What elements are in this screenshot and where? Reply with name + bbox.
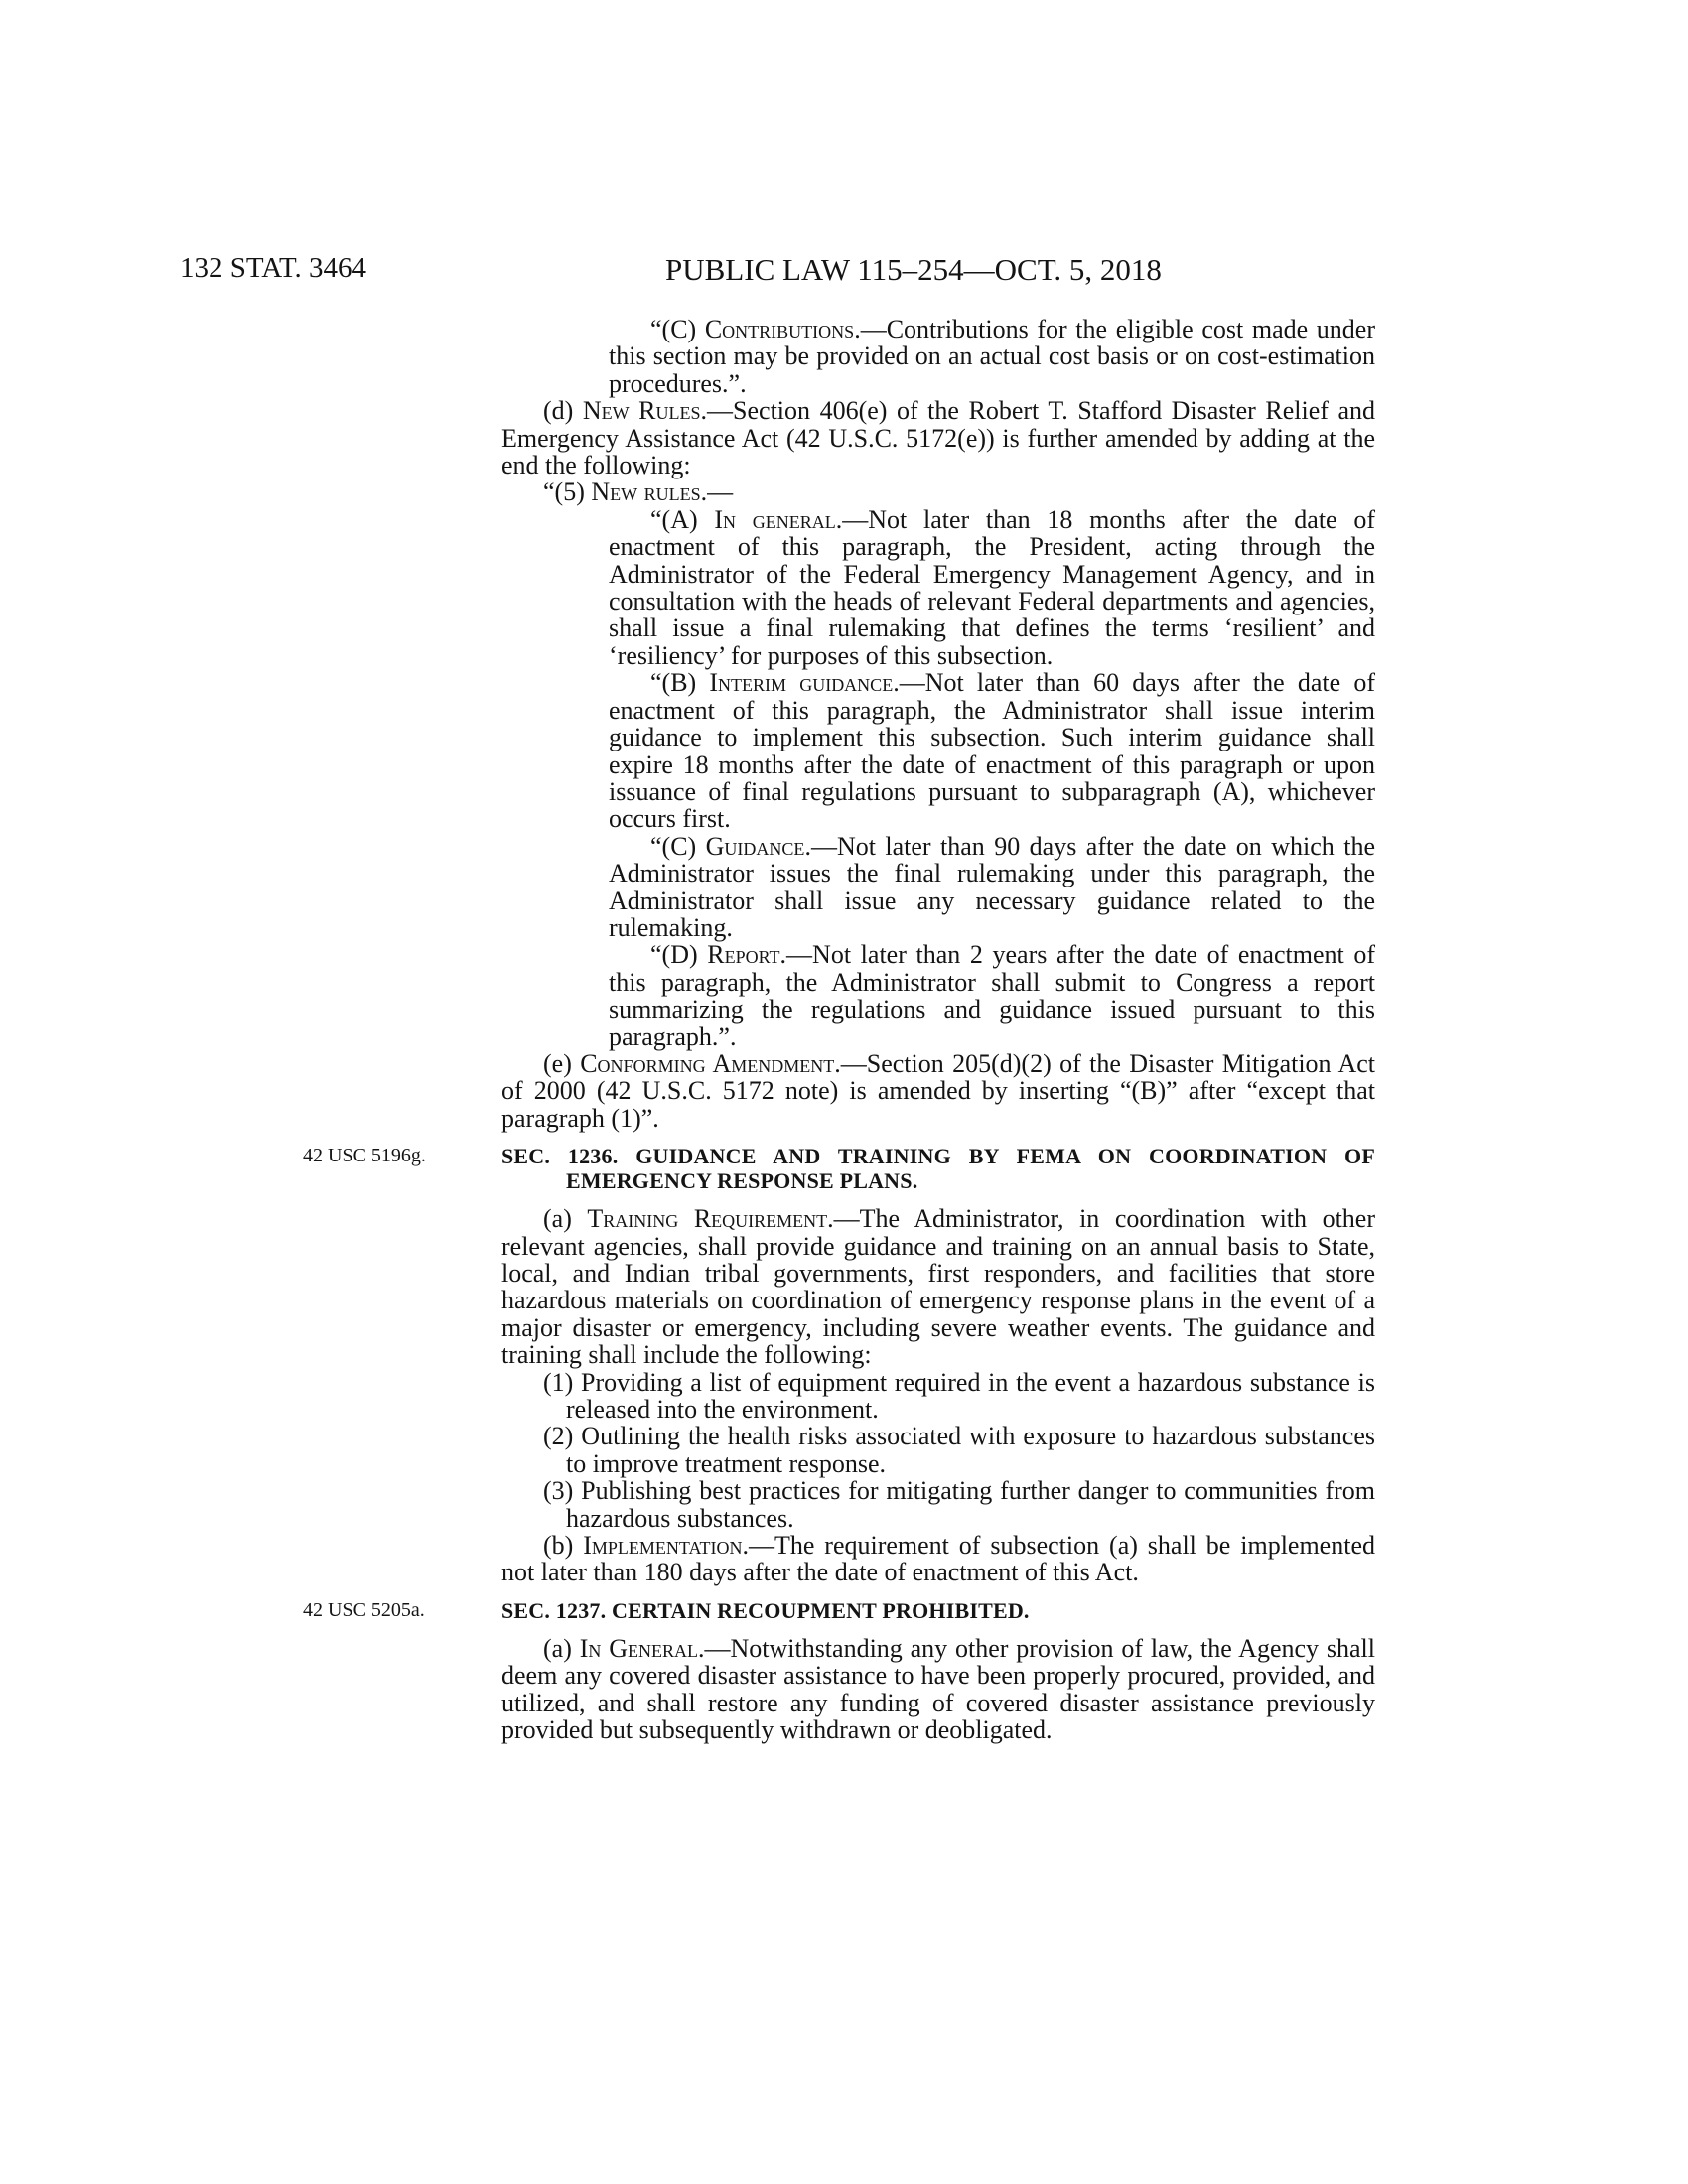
section-1237-heading: 42 USC 5205a. SEC. 1237. CERTAIN RECOUPMENT PROHIBITED. <box>303 1597 1030 1623</box>
paragraph-b-implementation: (b) Implementation.—The requirement of subsection (a) shall be implemented not later than 180 days after the date of enactment of this Act. <box>501 1531 1375 1587</box>
paragraph-d-new-rules: (d) New Rules.—Section 406(e) of the Robert T. Stafford Disaster Relief and Emergency Assistance Act (42 U.S.C. 5172(e)) is further amended by adding at the end the following: <box>501 396 1375 480</box>
list-item-1: (1) Providing a list of equipment required in the event a hazardous substance is released into the environment. <box>543 1367 1375 1425</box>
margin-citation: 42 USC 5196g. <box>303 1145 426 1167</box>
subparagraph-b-interim-guidance: “(B) Interim guidance.—Not later than 60 days after the date of enactment of this paragraph, the Administrator shall issue interim guidance to implement this subsection. Such interim guidance shall expire 18 months after the date of enactment of this paragraph or upon issuance of final regulations pursuant to subparagraph (A), whichever occurs first. <box>609 668 1375 834</box>
section-1236-heading: 42 USC 5196g. SEC. 1236. GUIDANCE AND TRAINING BY FEMA ON COORDINATION OF EMERGENCY RESPONSE PLANS. <box>303 1144 1375 1194</box>
paragraph-a-training-requirement: (a) Training Requirement.—The Administrator, in coordination with other relevant agencies, shall provide guidance and training on an annual basis to State, local, and Indian tribal governments, first responders, and facilities that store hazardous materials on coordination of emergency response plans in the event of a major disaster or emergency, including severe weather events. The guidance and training shall include the following: <box>501 1204 1375 1370</box>
list-item-3: (3) Publishing best practices for mitigating further danger to communities from hazardous substances. <box>543 1476 1375 1533</box>
subparagraph-d-report: “(D) Report.—Not later than 2 years after the date of enactment of this paragraph, the Administrator shall submit to Congress a report summarizing the regulations and guidance issued pursuant to this paragraph.”. <box>609 940 1375 1051</box>
subparagraph-a-in-general: “(A) In general.—Not later than 18 months after the date of enactment of this paragraph, the President, acting through the Administrator of the Federal Emergency Management Agency, and in consultation with the heads of relevant Federal departments and agencies, shall issue a final rulemaking that defines the terms ‘resilient’ and ‘resiliency’ for purposes of this subsection. <box>609 504 1375 670</box>
page-header <box>0 252 1688 292</box>
document-body <box>303 315 1376 1745</box>
paragraph-c-contributions: “(C) Contributions.—Contributions for the eligible cost made under this section may be provided on an actual cost basis or on cost-estimation procedures.”. <box>609 315 1375 398</box>
paragraph-a-in-general-recoupment: (a) In General.—Notwithstanding any other provision of law, the Agency shall deem any covered disaster assistance to have been properly procured, provided, and utilized, and shall restore any funding of covered disaster assistance previously provided but subsequently withdrawn or deobligated. <box>501 1633 1375 1745</box>
paragraph-5-new-rules: “(5) New rules.— <box>543 478 734 507</box>
statute-page-number: 132 STAT. 3464 <box>180 252 367 284</box>
paragraph-e-conforming-amendment: (e) Conforming Amendment.—Section 205(d)(2) of the Disaster Mitigation Act of 2000 (42 U.S.C. 5172 note) is amended by inserting “(B)” after “except that paragraph (1)”. <box>501 1048 1376 1133</box>
subparagraph-c-guidance: “(C) Guidance.—Not later than 90 days after the date on which the Administrator issues the final rulemaking under this paragraph, the Administrator shall issue any necessary guidance related to the rulemaking. <box>609 831 1375 942</box>
margin-citation: 42 USC 5205a. <box>303 1598 425 1621</box>
running-title: PUBLIC LAW 115–254—OCT. 5, 2018 <box>665 252 1162 287</box>
list-item-2: (2) Outlining the health risks associated with exposure to hazardous substances to improve treatment response. <box>543 1422 1375 1478</box>
